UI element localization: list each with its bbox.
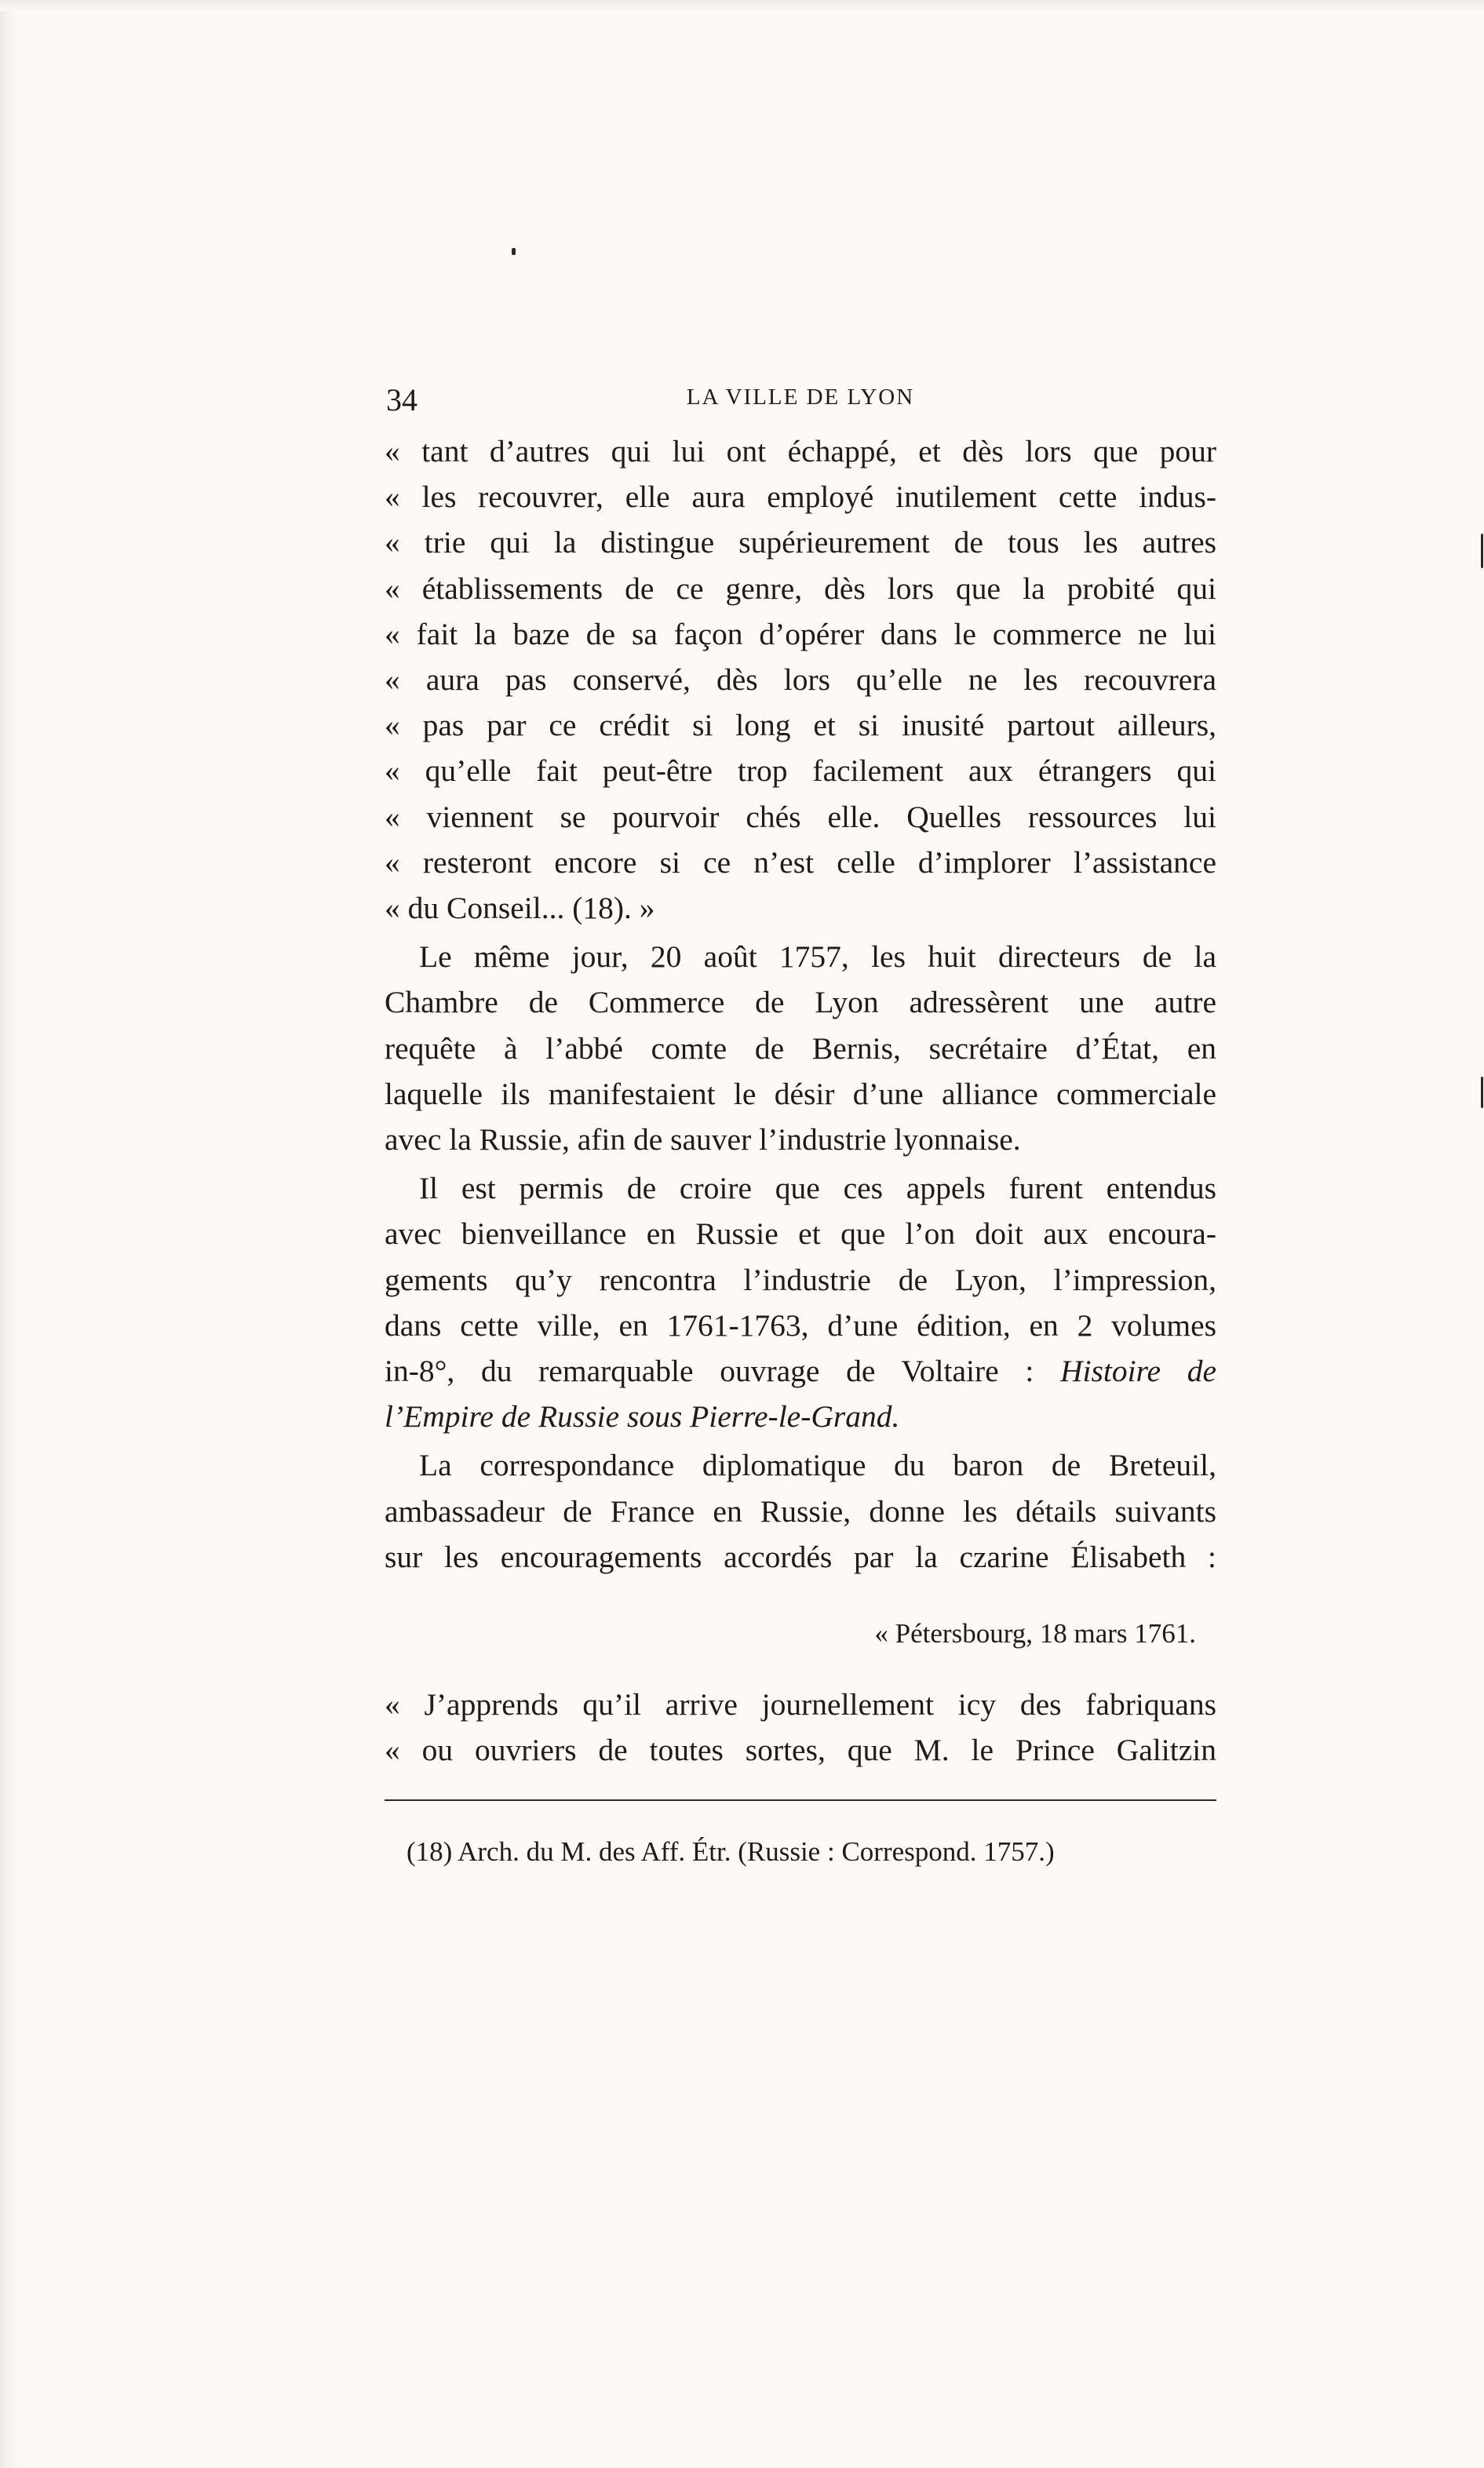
quote-line: « qu’elle fait peut-être trop facilement aux étrangers qui [385,753,1216,789]
quote-line: « établissements de ce genre, dès lors que la probité qui [385,571,1216,606]
footnote: (18) Arch. du M. des Aff. Étr. (Russie : Correspond. 1757.) [407,1836,1055,1868]
paragraph-line: Le même jour, 20 août 1757, les huit directeurs de la [419,939,1216,975]
scan-edge-left [0,0,17,2468]
paragraph-line: laquelle ils manifestaient le désir d’une alliance commerciale [385,1076,1216,1111]
ink-speck [1481,1077,1483,1108]
scan-edge-top [0,0,1484,11]
quote-line: « les recouvrer, elle aura employé inutilement cette indus- [385,479,1216,515]
quote-line: « trie qui la distingue supérieurement de tous les autres [385,525,1216,560]
ink-speck [1481,534,1483,568]
quoted-letter [385,1682,1216,1773]
quoted-request [385,428,1216,931]
paragraph-line [385,1348,1216,1394]
line-roman-text: in-8°, du remarquable ouvrage de Voltaire : [385,1354,1034,1389]
book-title-start: Histoire de [1060,1354,1216,1389]
paragraph-line: sur les encouragements accordés par la czarine Élisabeth : [385,1539,1216,1574]
paragraph-chambre-de-commerce [385,934,1216,1162]
quote-line: « pas par ce crédit si long et si inusité partout ailleurs, [385,708,1216,743]
paragraph-line: gements qu’y rencontra l’industrie de Lyon, l’impression, [385,1262,1216,1297]
letter-dateline: « Pétersbourg, 18 mars 1761. [874,1618,1196,1650]
paragraph-breteuil [385,1442,1216,1580]
quote-line: « viennent se pourvoir chés elle. Quelles ressources lui [385,799,1216,834]
paragraph-line: Chambre de Commerce de Lyon adressèrent une autre [385,985,1216,1020]
letter-line: « J’apprends qu’il arrive journellement icy des fabriquans [385,1687,1216,1722]
paragraph-line: ambassadeur de France en Russie, donne les détails suivants [385,1493,1216,1529]
quote-line: « resteront encore si ce n’est celle d’implorer l’assistance [385,844,1216,880]
letter-line: « ou ouvriers de toutes sortes, que M. le Prince Galitzin [385,1733,1216,1768]
running-title: LA VILLE DE LYON [686,385,915,410]
book-title-end: l’Empire de Russie sous Pierre-le-Grand. [385,1399,900,1435]
footnote-rule [385,1799,1216,1801]
quote-line: « tant d’autres qui lui ont échappé, et dès lors que pour [385,434,1216,468]
page-text-block [385,375,1216,1872]
paragraph-line: Il est permis de croire que ces appels furent entendus [419,1171,1216,1206]
paragraph-line: avec la Russie, afin de sauver l’industrie lyonnaise. [385,1122,1021,1157]
paragraph-line: dans cette ville, en 1761-1763, d’une édition, en 2 volumes [385,1307,1216,1343]
running-head [385,375,1216,424]
page-number: 34 [386,382,417,417]
paragraph-voltaire-edition [385,1165,1216,1439]
paragraph-line: requête à l’abbé comte de Bernis, secrétaire d’État, en [385,1030,1216,1066]
paragraph-line: avec bienveillance en Russie et que l’on doit aux encoura- [385,1216,1216,1252]
quote-line: « aura pas conservé, dès lors qu’elle ne les recouvrera [385,662,1216,698]
ink-speck [512,248,516,255]
paragraph-line: La correspondance diplomatique du baron de Breteuil, [419,1448,1216,1483]
quote-line: « du Conseil... (18). » [385,891,655,926]
quote-line: « fait la baze de sa façon d’opérer dans le commerce ne lui [385,616,1216,651]
